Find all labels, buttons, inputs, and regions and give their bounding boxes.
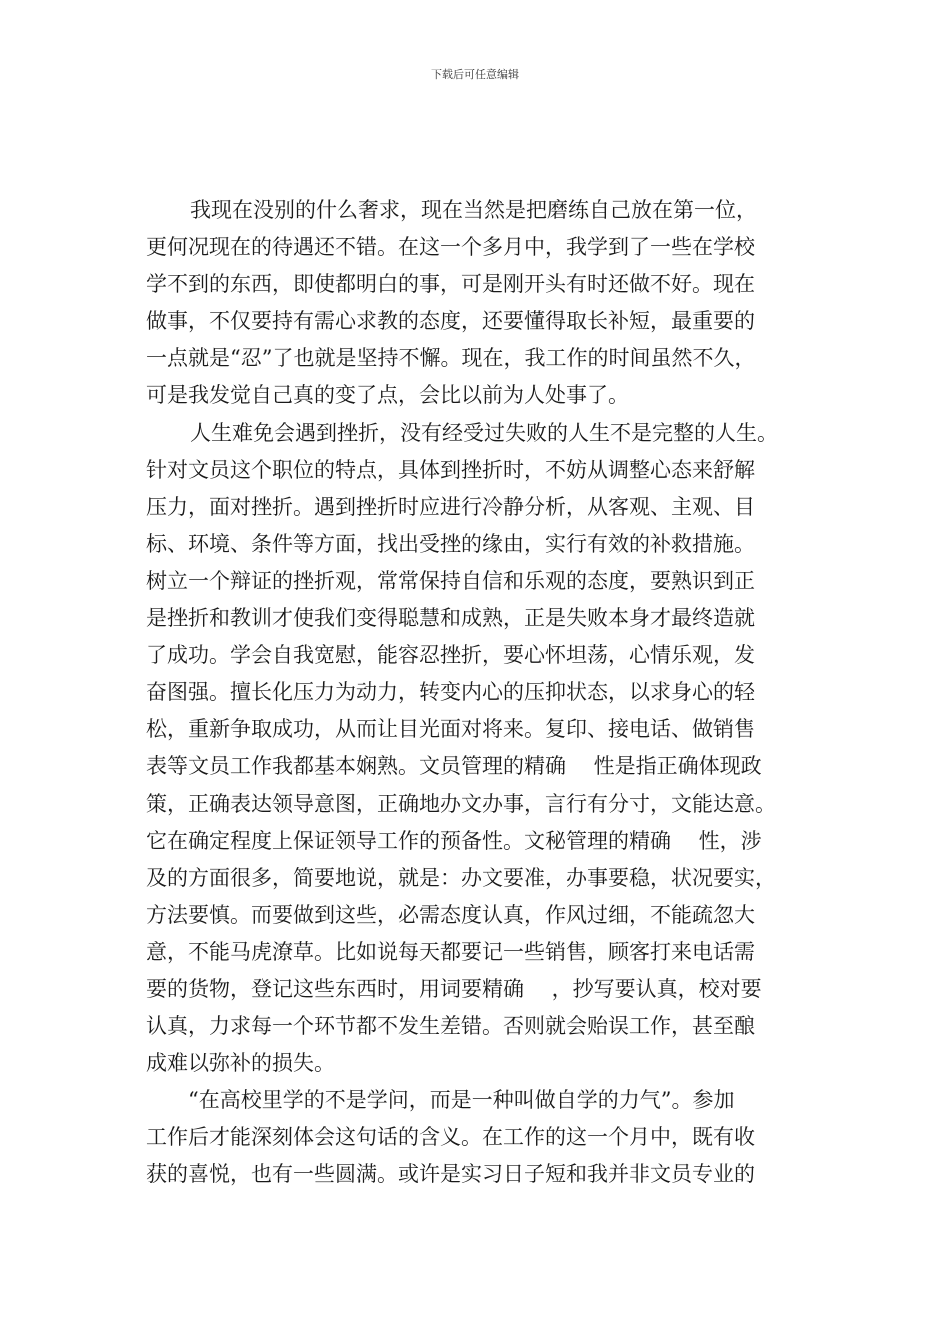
paragraph-line: 成难以弥补的损失。: [146, 1051, 335, 1076]
paragraph-line: 我现在没别的什么奢求，现在当然是把磨练自己放在第一位，: [190, 198, 757, 222]
paragraph-line: 工作后才能深刻体会这句话的含义。在工作的这一个月中，既有收: [146, 1125, 755, 1150]
paragraph-line: 更何况现在的待遇还不错。在这一个多月中，我学到了一些在学校: [146, 235, 755, 260]
paragraph-line: 要的货物，登记这些东西时，用词要精确 ，抄写要认真，校对要: [146, 976, 762, 1001]
page-header: 下载后可任意编辑: [431, 68, 519, 81]
paragraph-line: 策，正确表达领导意图，正确地办文办事，言行有分寸，文能达意。: [146, 791, 776, 816]
document-body: [146, 192, 826, 1194]
paragraph-line: 一点就是“忍”了也就是坚持不懈。现在，我工作的时间虽然不久，: [146, 346, 756, 371]
paragraph-line: 人生难免会遇到挫折，没有经受过失败的人生不是完整的人生。: [190, 420, 778, 445]
paragraph-line: 奋图强。擅长化压力为动力，转变内心的压抑状态，以求身心的轻: [146, 680, 755, 705]
paragraph-line: 意，不能马虎潦草。比如说每天都要记一些销售，顾客打来电话需: [146, 939, 755, 964]
paragraph-line: 及的方面很多，简要地说，就是：办文要准，办事要稳，状况要实，: [146, 865, 776, 890]
paragraph-line: 压力，面对挫折。遇到挫折时应进行冷静分析，从客观、主观、目: [146, 494, 755, 519]
paragraph-line: 树立一个辩证的挫折观，常常保持自信和乐观的态度，要熟识到正: [146, 568, 755, 593]
paragraph-line: “在高校里学的不是学问，而是一种叫做自学的力气”。参加: [188, 1088, 735, 1113]
paragraph-line: 做事，不仅要持有需心求教的态度，还要懂得取长补短，最重要的: [146, 309, 755, 334]
paragraph-line: 标、环境、条件等方面，找出受挫的缘由，实行有效的补救措施。: [146, 531, 755, 556]
paragraph-line: 了成功。学会自我宽慰，能容忍挫折，要心怀坦荡，心情乐观，发: [146, 643, 755, 668]
paragraph-line: 是挫折和教训才使我们变得聪慧和成熟，正是失败本身才最终造就: [146, 606, 755, 631]
paragraph-line: 它在确定程度上保证领导工作的预备性。文秘管理的精确 性，涉: [146, 828, 762, 853]
paragraph-line: 学不到的东西，即使都明白的事，可是刚开头有时还做不好。现在: [146, 272, 755, 297]
paragraph-line: 可是我发觉自己真的变了点，会比以前为人处事了。: [146, 383, 629, 408]
paragraph-line: 获的喜悦，也有一些圆满。或许是实习日子短和我并非文员专业的: [146, 1162, 755, 1187]
paragraph-line: 松，重新争取成功，从而让目光面对将来。复印、接电话、做销售: [146, 717, 755, 742]
paragraph-line: 认真，力求每一个环节都不发生差错。否则就会贻误工作，甚至酿: [146, 1014, 755, 1039]
paragraph-line: 方法要慎。而要做到这些，必需态度认真，作风过细，不能疏忽大: [146, 902, 755, 927]
paragraph-line: 针对文员这个职位的特点，具体到挫折时，不妨从调整心态来舒解: [146, 457, 755, 482]
paragraph-line: 表等文员工作我都基本娴熟。文员管理的精确 性是指正确体现政: [146, 754, 762, 779]
